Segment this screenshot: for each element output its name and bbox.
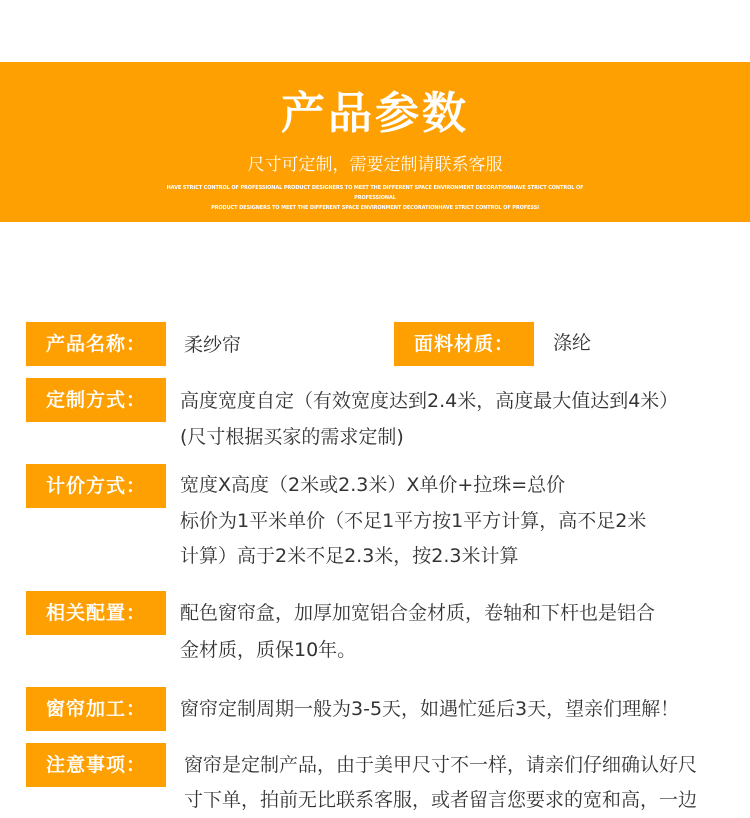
customization-label: 定制方式：: [26, 378, 166, 422]
customization-line-2: (尺寸根据买家的需求定制): [180, 426, 404, 448]
banner-fine-print-line-2: PRODUCT DESIGNERS TO MEET THE DIFFERENT SPACE ENVIRONMENT DECORATIONHAVE STRICT CONTROL OF PROFESSI: [211, 205, 539, 211]
banner-fine-print-line-1: HAVE STRICT CONTROL OF PROFESSIONAL PRODUCT DESIGNERS TO MEET THE DIFFERENT SPACE ENVIRONMENT DECORATIONHAVE STRICT CONTROL OF PROFESSIONAL: [166, 185, 584, 201]
banner-title: 产品参数: [281, 88, 469, 139]
notes-line-2: 寸下单，拍前无比联系客服，或者留言您要求的宽和高，一边: [184, 789, 698, 811]
product-name-label: 产品名称：: [26, 322, 166, 366]
pricing-line-1: 宽度X高度（2米或2.3米）X单价+拉珠=总价: [180, 474, 566, 496]
configuration-label: 相关配置：: [26, 591, 166, 635]
parameters-banner: [0, 62, 750, 222]
material-label: 面料材质：: [394, 322, 534, 366]
material-value: 涤纶: [553, 332, 592, 354]
configuration-line-2: 金材质，质保10年。: [180, 639, 357, 661]
pricing-label: 计价方式：: [26, 464, 166, 508]
pricing-line-2: 标价为1平米单价（不足1平方按1平方计算，高不足2米: [180, 510, 647, 532]
processing-line-1: 窗帘定制周期一般为3-5天，如遇忙延后3天，望亲们理解！: [180, 698, 680, 720]
notes-line-1: 窗帘是定制产品，由于美甲尺寸不一样，请亲们仔细确认好尺: [184, 754, 698, 776]
processing-label: 窗帘加工：: [26, 687, 166, 731]
notes-label: 注意事项：: [26, 743, 166, 787]
configuration-line-1: 配色窗帘盒，加厚加宽铝合金材质，卷轴和下杆也是铝合: [180, 602, 656, 624]
banner-subtitle: 尺寸可定制，需要定制请联系客服: [247, 155, 503, 175]
customization-line-1: 高度宽度自定（有效宽度达到2.4米，高度最大值达到4米）: [180, 390, 679, 412]
banner-fine-print: [150, 183, 600, 213]
pricing-line-3: 计算）高于2米不足2.3米，按2.3米计算: [180, 545, 519, 567]
product-name-value: 柔纱帘: [184, 334, 242, 356]
